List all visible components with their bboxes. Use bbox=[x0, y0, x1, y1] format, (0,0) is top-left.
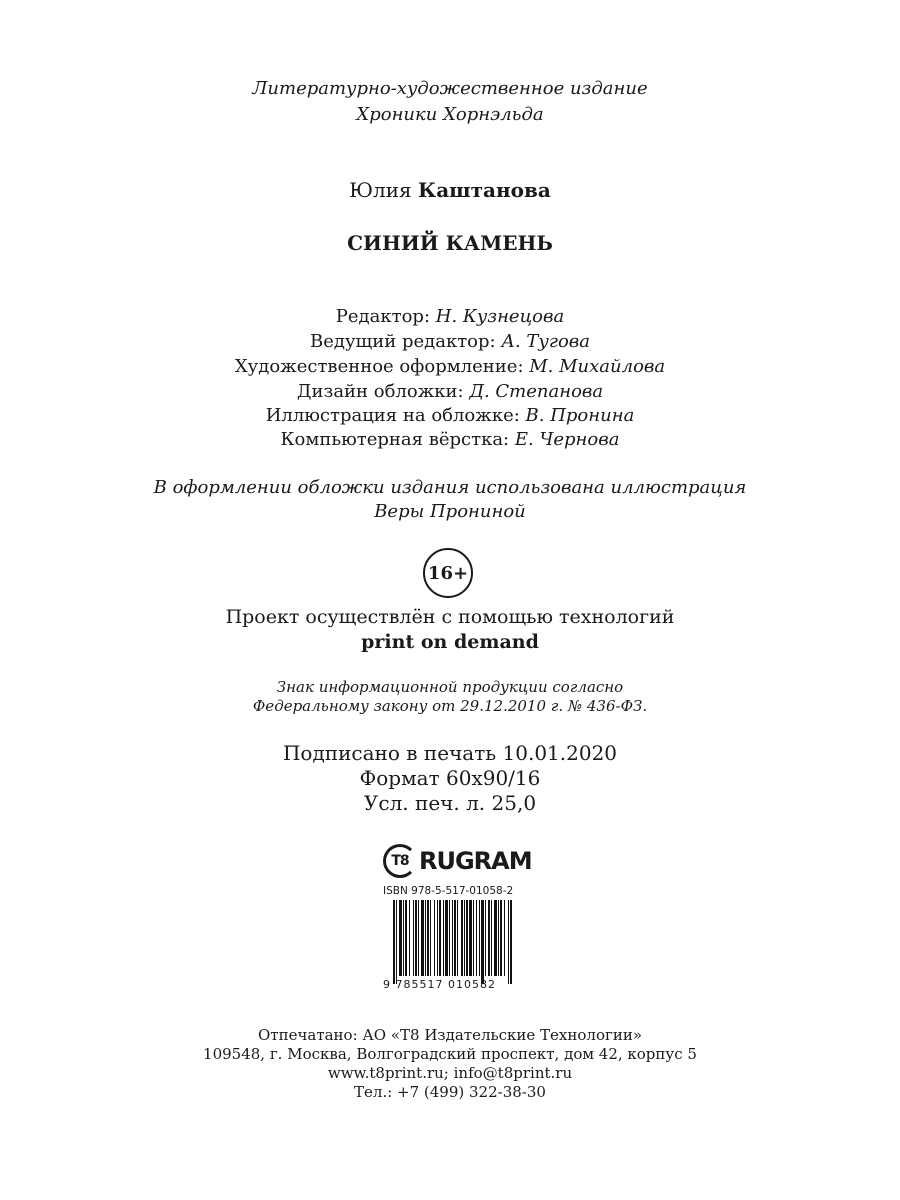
credit-value: Д. Степанова bbox=[469, 381, 604, 402]
credit-label: Дизайн обложки: bbox=[296, 381, 464, 402]
credit-art-design bbox=[0, 356, 900, 377]
barcode-bar bbox=[405, 900, 407, 976]
barcode-icon bbox=[393, 900, 513, 984]
credit-value: А. Тугова bbox=[501, 331, 591, 352]
isbn-label: ISBN 978-5-517-01058-2 bbox=[383, 885, 514, 897]
author-name bbox=[0, 178, 900, 202]
barcode-bar bbox=[393, 900, 395, 984]
barcode-bar bbox=[413, 900, 414, 976]
author-last-name: Каштанова bbox=[418, 178, 551, 202]
barcode-bar bbox=[445, 900, 448, 976]
barcode-bar bbox=[437, 900, 438, 976]
credit-value: В. Пронина bbox=[525, 405, 635, 426]
barcode-bar bbox=[466, 900, 468, 976]
barcode-bar bbox=[454, 900, 456, 976]
barcode-bar bbox=[415, 900, 417, 976]
cover-note-line: В оформлении обложки издания использована иллюстрация bbox=[153, 477, 747, 498]
credit-cover-design bbox=[0, 381, 900, 402]
barcode-bar bbox=[464, 900, 465, 976]
rugram-logo bbox=[383, 843, 532, 879]
barcode-bar bbox=[439, 900, 441, 976]
barcode-bar bbox=[421, 900, 424, 976]
barcode-bar bbox=[457, 900, 458, 976]
credit-label: Редактор: bbox=[335, 306, 431, 327]
printer-phone: Тел.: +7 (499) 322-38-30 bbox=[354, 1083, 546, 1101]
barcode-bar bbox=[488, 900, 490, 976]
law-note-line: Федеральному закону от 29.12.2010 г. № 436-ФЗ. bbox=[252, 697, 648, 715]
printer-web: www.t8print.ru; info@t8print.ru bbox=[327, 1064, 573, 1082]
printer-line: Отпечатано: АО «Т8 Издательские Технологии» bbox=[257, 1026, 643, 1044]
credit-lead-editor bbox=[0, 331, 900, 352]
barcode-bar bbox=[425, 900, 426, 976]
barcode-bar bbox=[469, 900, 472, 976]
project-line: Проект осуществлён с помощью технологий bbox=[225, 606, 675, 628]
barcode-bar bbox=[476, 900, 477, 976]
barcode-bar bbox=[434, 900, 435, 976]
barcode-bar bbox=[481, 900, 484, 984]
author-first-name: Юлия bbox=[349, 178, 412, 202]
series-name: Хроники Хорнэльда bbox=[356, 104, 544, 125]
cover-note-line: Веры Прониной bbox=[374, 501, 526, 522]
barcode-bar bbox=[399, 900, 402, 976]
age-rating-badge: 16+ bbox=[423, 548, 473, 598]
edition-type: Литературно-художественное издание bbox=[252, 78, 648, 99]
barcode-bar bbox=[409, 900, 410, 976]
barcode-bar bbox=[508, 900, 509, 984]
barcode-bar bbox=[449, 900, 450, 976]
barcode-bar bbox=[504, 900, 505, 976]
barcode-bar bbox=[461, 900, 463, 976]
barcode-bar bbox=[452, 900, 453, 976]
credit-value: М. Михайлова bbox=[529, 356, 666, 377]
credit-label: Иллюстрация на обложке: bbox=[265, 405, 520, 426]
barcode-bar bbox=[491, 900, 492, 976]
barcode-bar bbox=[430, 900, 431, 976]
barcode-bar bbox=[403, 900, 404, 976]
credit-value: Е. Чернова bbox=[514, 429, 620, 450]
barcode-bar bbox=[396, 900, 397, 984]
t8-logo-icon: T8 bbox=[383, 844, 417, 878]
barcode-bar bbox=[479, 900, 480, 976]
credit-label: Компьютерная вёрстка: bbox=[280, 429, 510, 450]
law-note-line: Знак информационной продукции согласно bbox=[276, 678, 624, 696]
printer-address: 109548, г. Москва, Волгоградский проспект, дом 42, корпус 5 bbox=[203, 1045, 697, 1063]
project-technology: print on demand bbox=[361, 631, 539, 653]
paper-format: Формат 60x90/16 bbox=[359, 766, 541, 790]
barcode-bar bbox=[473, 900, 474, 976]
credit-label: Художественное оформление: bbox=[234, 356, 524, 377]
logo-wordmark: RUGRAM bbox=[419, 847, 532, 875]
credit-label: Ведущий редактор: bbox=[309, 331, 496, 352]
barcode-bar bbox=[498, 900, 499, 976]
credit-editor bbox=[0, 306, 900, 327]
barcode-bar bbox=[510, 900, 512, 984]
signed-date: Подписано в печать 10.01.2020 bbox=[282, 741, 618, 765]
barcode-bar bbox=[418, 900, 419, 976]
barcode-bar bbox=[485, 900, 486, 976]
barcode-bar bbox=[494, 900, 497, 976]
credit-layout bbox=[0, 429, 900, 450]
credit-value: Н. Кузнецова bbox=[435, 306, 565, 327]
printed-sheets: Усл. печ. л. 25,0 bbox=[363, 791, 537, 815]
barcode-bar bbox=[500, 900, 502, 976]
barcode-bar bbox=[443, 900, 444, 976]
credit-cover-illustration bbox=[0, 405, 900, 426]
book-title: СИНИЙ КАМЕНЬ bbox=[347, 231, 553, 255]
barcode-bar bbox=[427, 900, 429, 976]
barcode-digits: 9 785517 010582 bbox=[383, 978, 496, 991]
